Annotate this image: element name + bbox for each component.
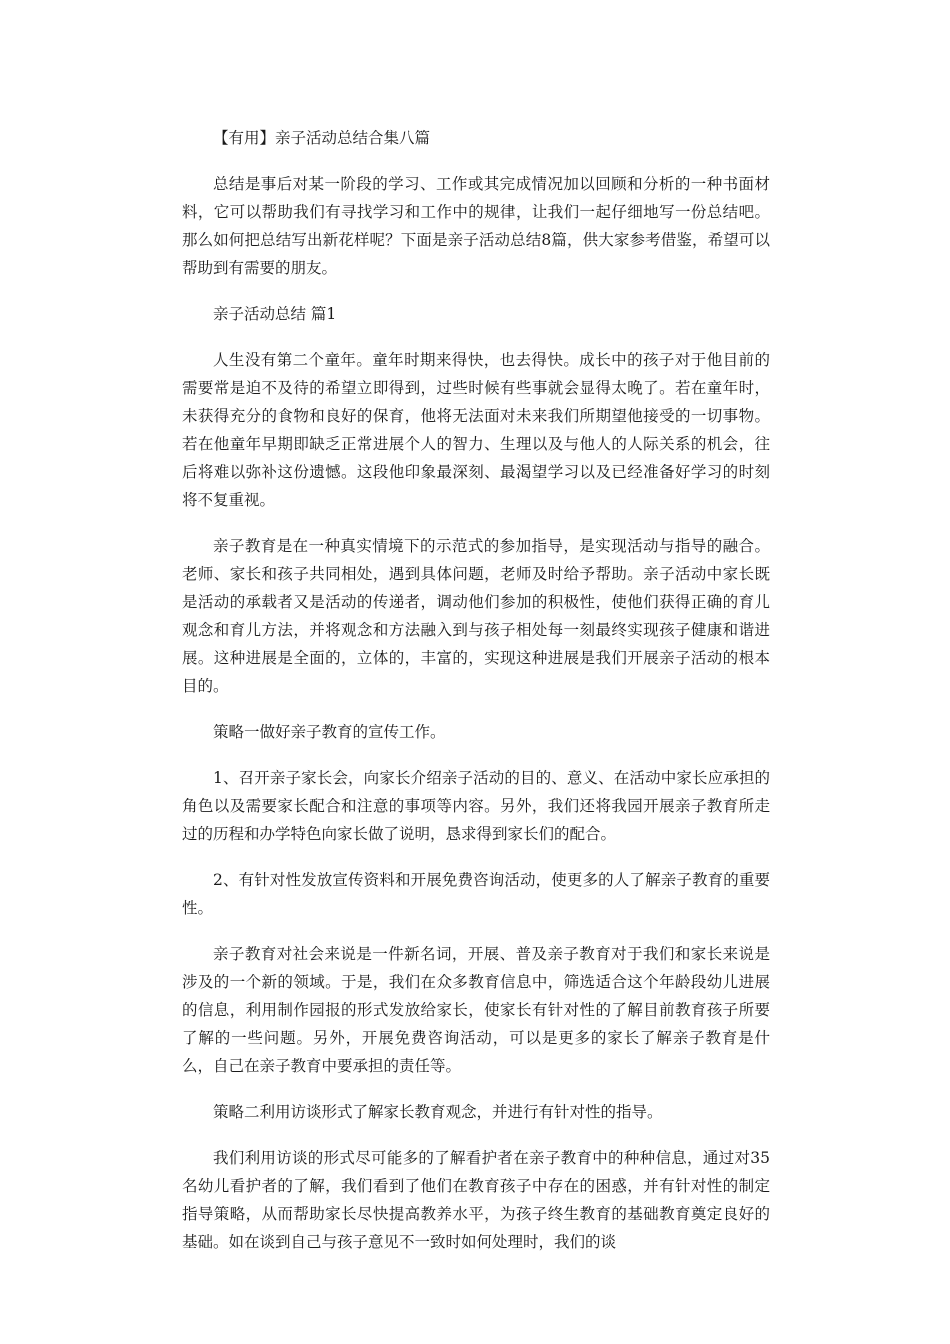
- intro-paragraph: 总结是事后对某一阶段的学习、工作或其完成情况加以回顾和分析的一种书面材料，它可以帮助我们有寻找学习和工作中的规律，让我们一起仔细地写一份总结吧。那么如何把总结写出新花样呢？下面是亲子活动总结8篇，供大家参考借鉴，希望可以帮助到有需要的朋友。: [182, 175, 770, 277]
- paragraph-interviews: 我们利用访谈的形式尽可能多的了解看护者在亲子教育中的种种信息，通过对35名幼儿看护者的了解，我们看到了他们在教育孩子中存在的困惑，并有针对性的制定指导策略，从而帮助家长尽快提高教养水平，为孩子终生教育的基础教育奠定良好的基础。如在谈到自己与孩子意见不一致时如何处理时，我们的谈: [182, 1149, 770, 1251]
- paragraph-parent-child-education: 亲子教育是在一种真实情境下的示范式的参加指导，是实现活动与指导的融合。老师、家长和孩子共同相处，遇到具体问题，老师及时给予帮助。亲子活动中家长既是活动的承载者又是活动的传递者，调动他们参加的积极性，使他们获得正确的育儿观念和育儿方法，并将观念和方法融入到与孩子相处每一刻最终实现孩子健康和谐进展。这种进展是全面的，立体的，丰富的，实现这种进展是我们开展亲子活动的根本目的。: [182, 537, 770, 695]
- document-content: [182, 124, 770, 1274]
- paragraph-new-term: 亲子教育对社会来说是一件新名词，开展、普及亲子教育对于我们和家长来说是涉及的一个新的领域。于是，我们在众多教育信息中，筛选适合这个年龄段幼儿进展的信息，利用制作园报的形式发放给家长，使家长有针对性的了解目前教育孩子所要了解的一些问题。另外，开展免费咨询活动，可以是更多的家长了解亲子教育是什么，自己在亲子教育中要承担的责任等。: [182, 945, 770, 1075]
- strategy-two-heading: 策略二利用访谈形式了解家长教育观念，并进行有针对性的指导。: [213, 1103, 663, 1121]
- paragraph-item-2: 2、有针对性发放宣传资料和开展免费咨询活动，使更多的人了解亲子教育的重要性。: [182, 871, 770, 917]
- strategy-one-heading: 策略一做好亲子教育的宣传工作。: [213, 723, 446, 741]
- paragraph-childhood: 人生没有第二个童年。童年时期来得快，也去得快。成长中的孩子对于他目前的需要常是迫不及待的希望立即得到，过些时候有些事就会显得太晚了。若在童年时，未获得充分的食物和良好的保育，他将无法面对未来我们所期望他接受的一切事物。若在他童年早期即缺乏正常进展个人的智力、生理以及与他人的人际关系的机会，往后将难以弥补这份遗憾。这段他印象最深刻、最渴望学习以及已经准备好学习的时刻将不复重视。: [182, 351, 770, 509]
- paragraph-item-1: 1、召开亲子家长会，向家长介绍亲子活动的目的、意义、在活动中家长应承担的角色以及需要家长配合和注意的事项等内容。另外，我们还将我园开展亲子教育所走过的历程和办学特色向家长做了说明，恳求得到家长们的配合。: [182, 769, 770, 843]
- document-title: 【有用】亲子活动总结合集八篇: [213, 129, 431, 147]
- section-heading-part1: 亲子活动总结 篇1: [213, 305, 337, 323]
